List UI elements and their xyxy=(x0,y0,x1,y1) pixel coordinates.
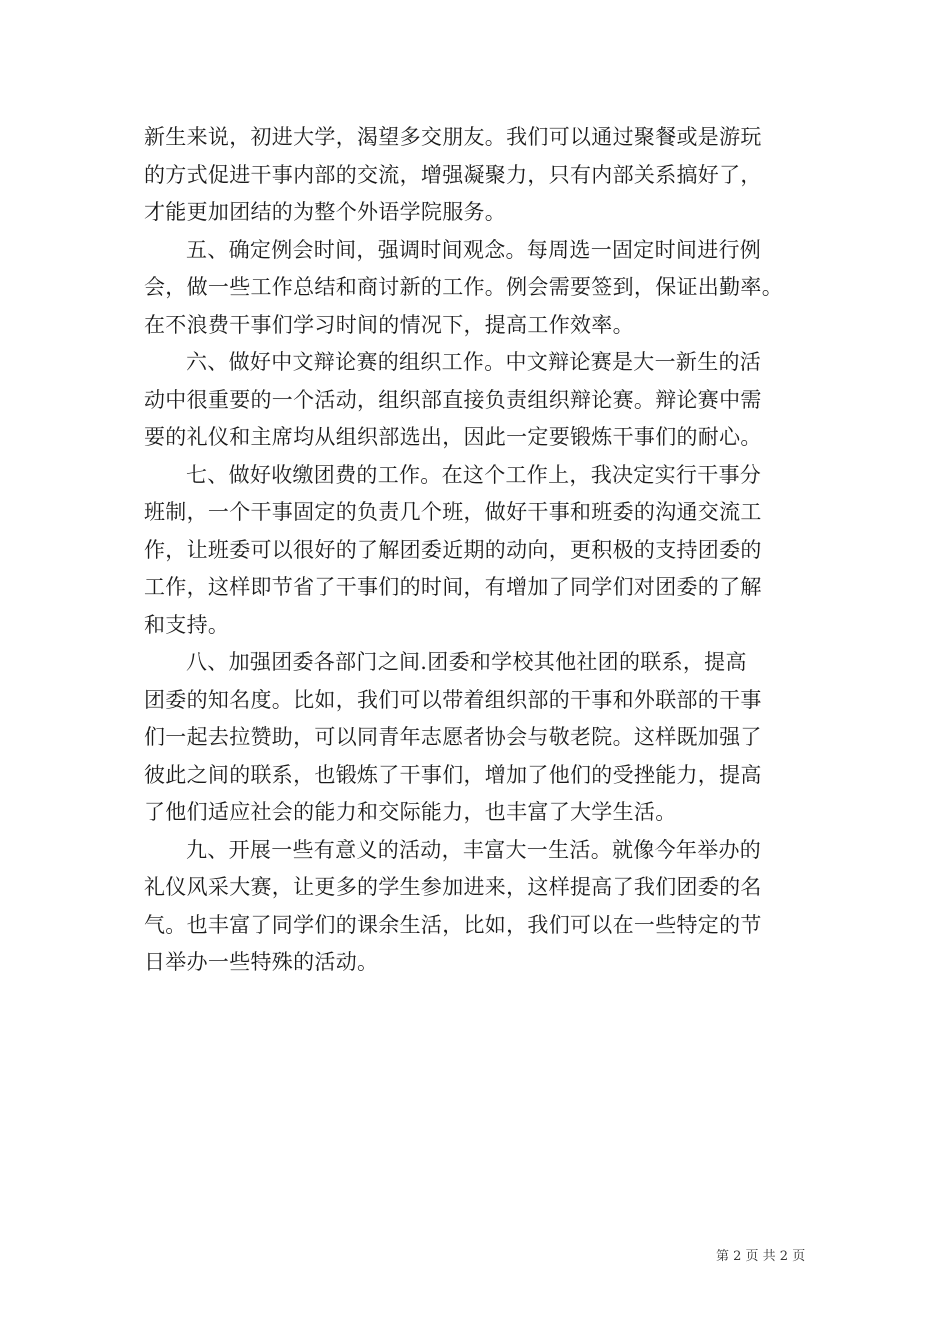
text-line: 彼此之间的联系，也锻炼了干事们，增加了他们的受挫能力，提高 xyxy=(144,762,762,787)
document-body xyxy=(144,119,808,982)
text-line: 动中很重要的一个活动，组织部直接负责组织辩论赛。辩论赛中需 xyxy=(144,387,762,412)
page-number: 第 2 页 共 2 页 xyxy=(716,1249,806,1264)
text-line: 团委的知名度。比如，我们可以带着组织部的干事和外联部的干事 xyxy=(144,687,762,712)
text-line: 礼仪风采大赛，让更多的学生参加进来，这样提高了我们团委的名 xyxy=(144,875,762,899)
paragraph-seven-start: 七、做好收缴团费的工作。在这个工作上，我决定实行干事分 xyxy=(186,462,762,487)
text-line: 在不浪费干事们学习时间的情况下，提高工作效率。 xyxy=(144,312,634,337)
paragraph-nine-start: 九、开展一些有意义的活动，丰富大一生活。就像今年举办的 xyxy=(186,837,762,862)
text-line: 新生来说，初进大学，渴望多交朋友。我们可以通过聚餐或是游玩 xyxy=(144,125,762,149)
paragraph-six-start: 六、做好中文辩论赛的组织工作。中文辩论赛是大一新生的活 xyxy=(186,350,762,374)
paragraph-five-start: 五、确定例会时间，强调时间观念。每周选一固定时间进行例 xyxy=(186,237,762,262)
text-line: 才能更加团结的为整个外语学院服务。 xyxy=(144,200,507,224)
text-line: 日举办一些特殊的活动。 xyxy=(144,950,379,974)
text-line: 会，做一些工作总结和商讨新的工作。例会需要签到，保证出勤率。 xyxy=(144,275,783,299)
text-line: 的方式促进干事内部的交流，增强凝聚力，只有内部关系搞好了， xyxy=(144,162,762,187)
text-line: 工作，这样即节省了干事们的时间，有增加了同学们对团委的了解 xyxy=(144,575,762,599)
text-line: 们一起去拉赞助，可以同青年志愿者协会与敬老院。这样既加强了 xyxy=(144,725,762,749)
text-line: 要的礼仪和主席均从组织部选出，因此一定要锻炼干事们的耐心。 xyxy=(144,425,762,449)
text-line: 和支持。 xyxy=(144,612,230,637)
paragraph-eight-start: 八、加强团委各部门之间.团委和学校其他社团的联系，提高 xyxy=(186,650,747,674)
text-line: 作，让班委可以很好的了解团委近期的动向，更积极的支持团委的 xyxy=(144,537,762,562)
text-line: 了他们适应社会的能力和交际能力，也丰富了大学生活。 xyxy=(144,800,677,824)
text-line: 气。也丰富了同学们的课余生活，比如，我们可以在一些特定的节 xyxy=(144,912,762,937)
text-line: 班制，一个干事固定的负责几个班，做好干事和班委的沟通交流工 xyxy=(144,500,762,524)
